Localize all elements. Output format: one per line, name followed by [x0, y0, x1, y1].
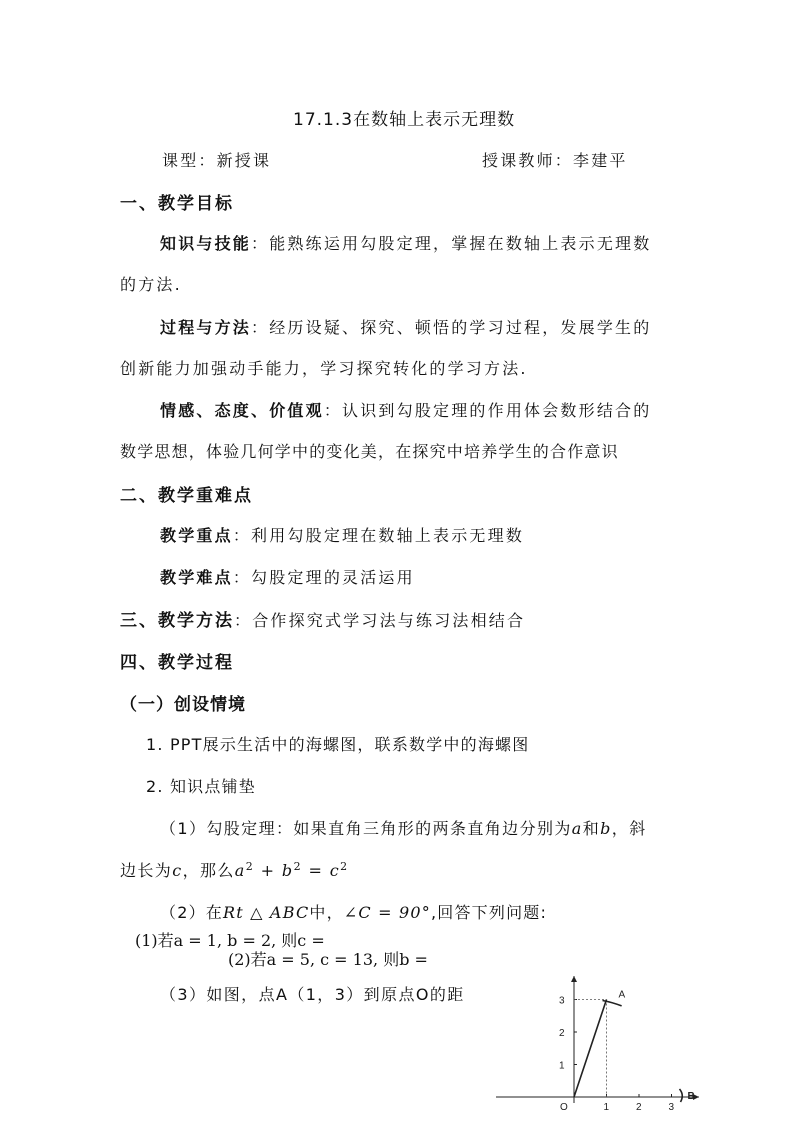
- key-text: ：利用勾股定理在数轴上表示无理数: [232, 526, 525, 545]
- section-heading-objectives: 一、教学目标: [120, 194, 234, 214]
- lesson-type: 课型：新授课: [162, 151, 272, 170]
- list-item-2: 2. 知识点铺垫: [146, 777, 256, 796]
- y-tick-label: 1: [559, 1060, 565, 1072]
- paragraph-difficulty: [160, 565, 415, 588]
- page-title: 17.1.3在数轴上表示无理数: [293, 110, 516, 130]
- equals-sign: =: [301, 861, 330, 880]
- angle-c: ∠C = 90°: [343, 903, 431, 922]
- emotion-label: 情感、态度、价值观: [160, 401, 324, 420]
- method-text: ：合作探究式学习法与练习法相结合: [234, 611, 526, 630]
- emotion-continuation: 数学思想，体验几何学中的变化美，在探究中培养学生的合作意识: [120, 442, 619, 461]
- difficulty-text: ：勾股定理的灵活运用: [232, 568, 415, 587]
- hypotenuse-text: ，斜: [611, 819, 647, 838]
- teacher: 授课教师：李建平: [482, 151, 628, 170]
- key-label: 教学重点: [160, 526, 233, 545]
- then-text: ，那么: [182, 861, 235, 880]
- process-text: ：经历设疑、探究、顿悟的学习过程，发展学生的: [251, 318, 652, 337]
- list-item-1: 1. PPT展示生活中的海螺图，联系数学中的海螺图: [146, 735, 530, 754]
- paragraph-distance: （3）如图，点A（1，3）到原点O的距: [160, 985, 465, 1004]
- point-a-label: A: [618, 989, 626, 1001]
- process-label: 过程与方法: [160, 318, 252, 337]
- subsection-heading: （一）创设情境: [120, 695, 246, 715]
- paragraph-knowledge: [160, 231, 651, 254]
- paragraph-process: [160, 315, 651, 338]
- process-continuation: 创新能力加强动手能力，学习探究转化的学习方法.: [120, 359, 528, 378]
- exponent: 2: [293, 860, 302, 873]
- and-text: 和: [582, 819, 601, 838]
- plus-sign: +: [254, 861, 282, 880]
- question-1: (1)若a = 1, b = 2, 则c =: [135, 931, 325, 950]
- paragraph-method: [120, 606, 525, 631]
- pythagoras-text: （1）勾股定理：如果直角三角形的两条直角边分别为: [160, 819, 572, 838]
- var-a: a: [571, 819, 583, 838]
- formula-b: b: [281, 861, 294, 880]
- paragraph-pythagoras-cont: [120, 858, 349, 881]
- knowledge-continuation: 的方法.: [120, 275, 182, 294]
- paragraph-emotion: [160, 398, 651, 421]
- knowledge-label: 知识与技能: [160, 234, 252, 253]
- origin-label: O: [560, 1102, 568, 1113]
- point-b-label: B: [687, 1091, 695, 1102]
- paragraph-key-point: [160, 523, 524, 546]
- question-2: (2)若a = 5, c = 13, 则b =: [228, 950, 428, 969]
- x-tick-label: 1: [603, 1102, 610, 1113]
- middle-text: 中，: [309, 903, 344, 922]
- arc-at-b: [680, 1089, 683, 1102]
- y-tick-label: 3: [559, 995, 565, 1007]
- paragraph-pythagoras: [160, 816, 647, 839]
- section-heading-key-points: 二、教学重难点: [120, 486, 253, 506]
- y-tick-label: 2: [559, 1028, 565, 1039]
- difficulty-label: 教学难点: [160, 568, 233, 587]
- questions-text: ,回答下列问题:: [430, 903, 548, 922]
- section-heading-method: 三、教学方法: [120, 611, 234, 631]
- segment-oa: [574, 1000, 607, 1098]
- side-length-text: 边长为: [120, 861, 173, 880]
- coordinate-figure: [488, 975, 713, 1115]
- exponent: 2: [245, 860, 255, 873]
- y-axis-arrow: [571, 976, 577, 982]
- in-text: （2）在: [160, 903, 223, 922]
- exponent: 2: [340, 860, 349, 873]
- formula-c: c: [329, 861, 341, 880]
- knowledge-text: ：能熟练运用勾股定理，掌握在数轴上表示无理数: [251, 234, 652, 253]
- rt-triangle: Rt △ ABC: [222, 903, 310, 922]
- x-tick-label: 3: [668, 1102, 675, 1113]
- paragraph-rt-triangle: [160, 900, 547, 923]
- formula-a: a: [234, 861, 246, 880]
- var-b: b: [600, 819, 612, 838]
- x-tick-label: 2: [636, 1102, 642, 1113]
- emotion-text: ：认识到勾股定理的作用体会数形结合的: [323, 401, 652, 420]
- var-c: c: [172, 861, 183, 880]
- section-heading-process: 四、教学过程: [120, 653, 234, 673]
